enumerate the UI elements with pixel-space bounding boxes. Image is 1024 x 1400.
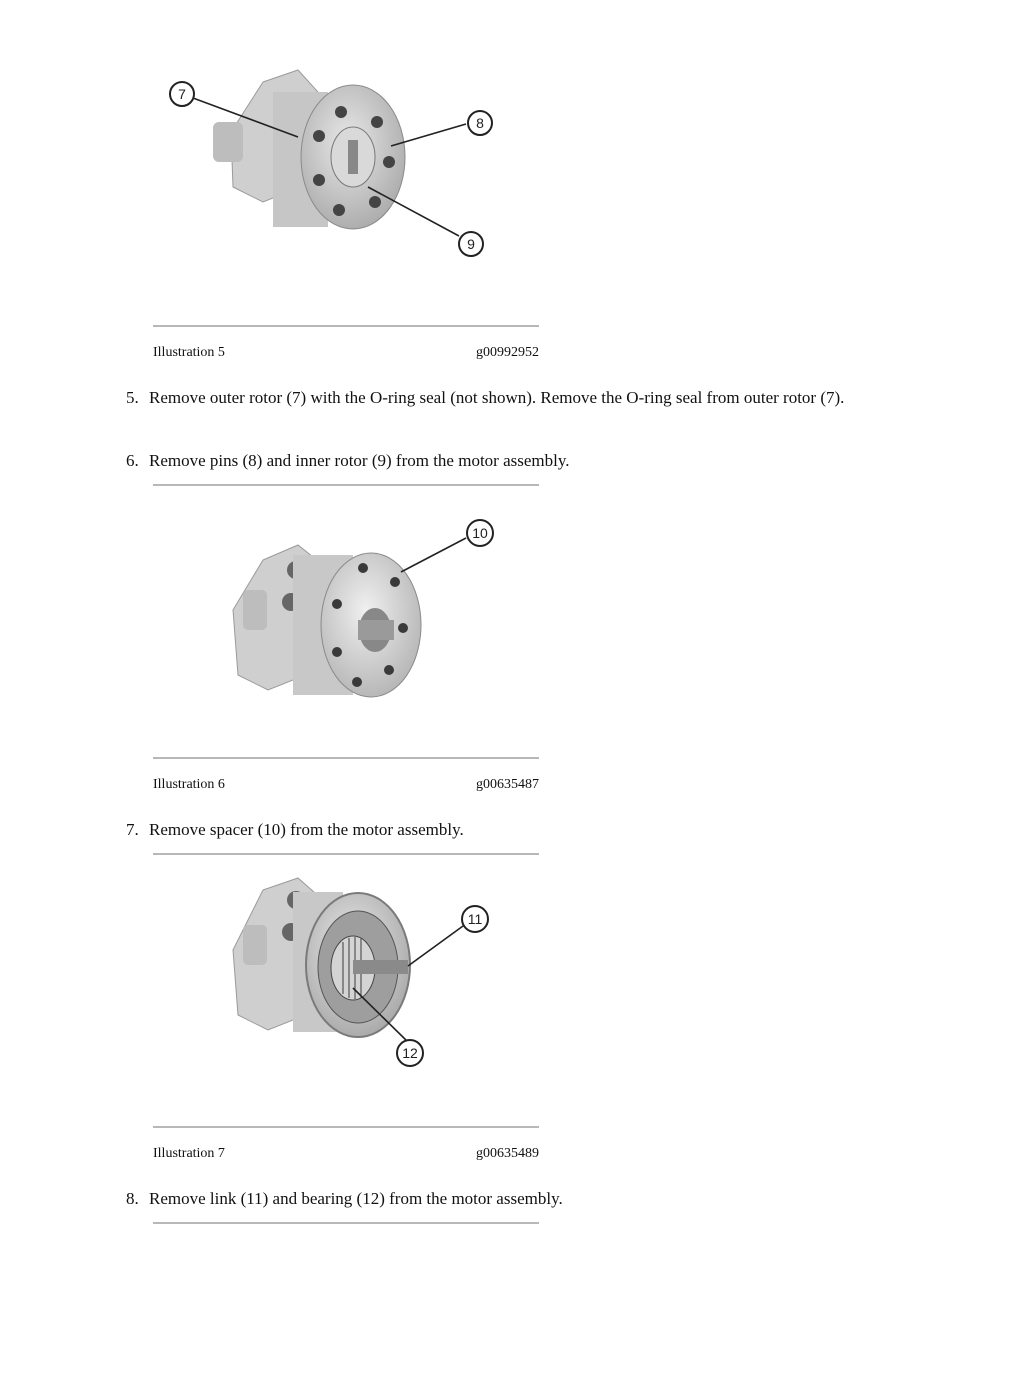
illustration-7-caption — [153, 1146, 539, 1162]
step-8-number: 8. — [126, 1189, 139, 1208]
svg-text:11: 11 — [467, 911, 483, 927]
step-5-text: Remove outer rotor (7) with the O-ring seal (not shown). Remove the O-ring seal from outer rotor (7). — [149, 388, 845, 407]
step-7-text: Remove spacer (10) from the motor assembly. — [149, 820, 464, 839]
svg-text:12: 12 — [402, 1045, 418, 1061]
step-7-number: 7. — [126, 820, 139, 839]
step-5 — [126, 387, 906, 431]
illustration-7-label: Illustration 7 — [153, 1146, 225, 1161]
step-6-text: Remove pins (8) and inner rotor (9) from the motor assembly. — [149, 451, 570, 470]
illustration-5-code: g00992952 — [476, 345, 539, 360]
illustration-6-image — [153, 510, 539, 725]
svg-text:9: 9 — [467, 236, 475, 252]
callout-11 — [462, 906, 488, 932]
illustration-5-caption — [153, 345, 539, 361]
step-7 — [126, 819, 906, 841]
step-7-rule — [153, 853, 539, 855]
illustration-6-code: g00635487 — [476, 777, 539, 792]
step-6-number: 6. — [126, 451, 139, 470]
illustration-5-rule — [153, 325, 539, 327]
callout-8 — [468, 111, 492, 135]
svg-text:8: 8 — [476, 115, 484, 131]
callout-9 — [459, 232, 483, 256]
svg-text:10: 10 — [472, 525, 488, 541]
illustration-7-code: g00635489 — [476, 1146, 539, 1161]
step-5-number: 5. — [126, 388, 139, 407]
step-6 — [126, 450, 906, 472]
callout-12 — [397, 1040, 423, 1066]
illustration-5-label: Illustration 5 — [153, 345, 225, 360]
step-8-text: Remove link (11) and bearing (12) from the motor assembly. — [149, 1189, 563, 1208]
step-8-rule — [153, 1222, 539, 1224]
illustration-6-caption — [153, 777, 539, 793]
illustration-7-rule — [153, 1126, 539, 1128]
illustration-6-label: Illustration 6 — [153, 777, 225, 792]
illustration-6-rule — [153, 757, 539, 759]
illustration-5-image — [153, 62, 539, 292]
callout-7 — [170, 82, 194, 106]
illustration-7-image — [153, 870, 539, 1095]
step-6-rule — [153, 484, 539, 486]
callout-10 — [467, 520, 493, 546]
svg-text:7: 7 — [178, 86, 186, 102]
step-8 — [126, 1188, 906, 1210]
